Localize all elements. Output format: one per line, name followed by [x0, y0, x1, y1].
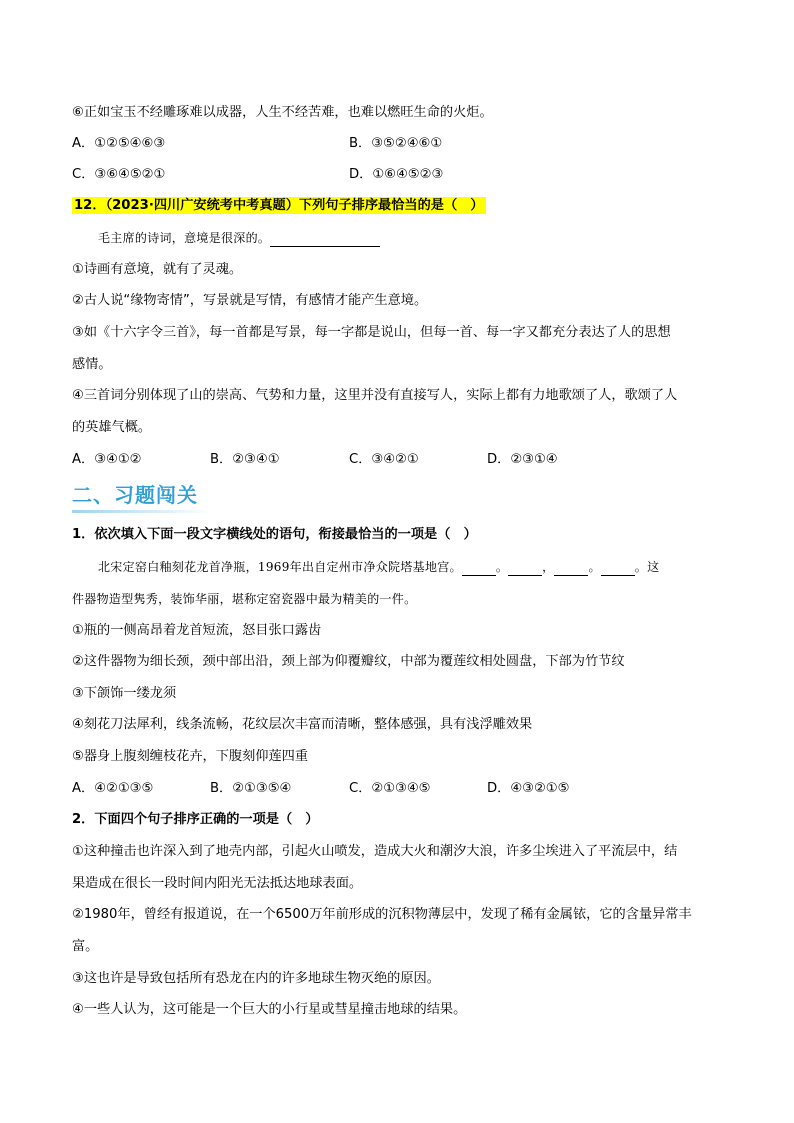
- question-2-item-2-line1: ②1980年，曾经有报道说，在一个6500万年前形成的沉积物薄层中，发现了稀有金属铱，它的含量异常丰: [72, 907, 692, 922]
- question-1-paragraph-text: 北宋定窑白釉刻花龙首净瓶，1969年出自定州市净众院塔基地宫。: [98, 560, 462, 574]
- question-1-option-b: B．②①③⑤④: [210, 781, 292, 796]
- question-12-option-c: C．③④②①: [349, 452, 419, 467]
- question-12-item-2: ②古人说“缘物寄情”，写景就是写情，有感情才能产生意境。: [72, 293, 428, 308]
- question-2-item-1-line1: ①这种撞击也许深入到了地壳内部，引起火山喷发，造成大火和潮汐大浪，许多尘埃进入了平流层中，结: [72, 844, 678, 859]
- question-12-item-1: ①诗画有意境，就有了灵魂。: [72, 262, 243, 277]
- blank-2: [508, 561, 542, 576]
- question-1-option-c: C．②①③④⑤: [349, 781, 431, 796]
- prev-question-item-6: ⑥正如宝玉不经雕琢难以成器，人生不经苦难，也难以燃旺生命的火炬。: [72, 105, 493, 120]
- question-1-option-d: D．④③②①⑤: [487, 781, 570, 796]
- question-12-title-text: 12．（2023·四川广安统考中考真题）下列句子排序最恰当的是（ ）: [74, 198, 484, 213]
- blank-4: [601, 561, 635, 576]
- question-12-item-3-line1: ③如《十六字令三首》，每一首都是写景，每一字都是说山，但每一首、每一字又都充分表达了人的思想: [72, 325, 671, 340]
- question-1-option-a: A．④②①③⑤: [72, 781, 154, 796]
- answer-blank: [270, 232, 380, 247]
- question-12-item-4-line1: ④三首词分别体现了山的崇高、气势和力量，这里并没有直接写人，实际上都有力地歌颂了人，歌颂了人: [72, 388, 678, 403]
- punct-2: ，: [542, 560, 555, 574]
- section-heading: 二、习题闯关: [72, 483, 198, 507]
- prev-option-b: B．③⑤②④⑥①: [349, 136, 443, 151]
- blank-3: [554, 561, 588, 576]
- question-1-item-5: ⑤器身上腹刻缠枝花卉，下腹刻仰莲四重: [72, 749, 309, 764]
- question-1-paragraph-line1: [98, 558, 659, 576]
- question-1-title: 1．依次填入下面一段文字横线处的语句，衔接最恰当的一项是（ ）: [72, 527, 477, 542]
- question-12-lead-text: 毛主席的诗词，意境是很深的。: [98, 231, 271, 245]
- question-12-option-b: B．②③④①: [210, 452, 280, 467]
- punct-3: 。: [588, 560, 601, 574]
- punct-4: 。这: [634, 560, 660, 574]
- section-heading-underline: [72, 510, 212, 513]
- question-2-title: 2．下面四个句子排序正确的一项是（ ）: [72, 812, 319, 827]
- question-2-item-1-line2: 果造成在很长一段时间内阳光无法抵达地球表面。: [72, 876, 363, 891]
- question-2-item-3: ③这也许是导致包括所有恐龙在内的许多地球生物灭绝的原因。: [72, 971, 440, 986]
- question-12-option-d: D．②③①④: [487, 452, 558, 467]
- punct-1: 。: [495, 560, 509, 574]
- question-1-item-1: ①瓶的一侧高昂着龙首短流，怒目张口露齿: [72, 623, 322, 638]
- question-12-title: [72, 197, 486, 215]
- question-12-lead: [98, 229, 380, 247]
- question-1-item-2: ②这件器物为细长颈，颈中部出沿，颈上部为仰覆瓣纹，中部为覆莲纹相处圆盘，下部为竹节纹: [72, 654, 625, 669]
- question-12-item-4-line2: 的英雄气概。: [72, 420, 152, 435]
- blank-1: [462, 561, 496, 576]
- question-12-option-a: A．③④①②: [72, 452, 142, 467]
- question-12-item-3-line2: 感情。: [72, 357, 112, 372]
- question-1-item-3: ③下颌饰一缕龙须: [72, 686, 177, 701]
- prev-option-d: D．①⑥④⑤②③: [349, 167, 444, 182]
- prev-option-c: C．③⑥④⑤②①: [72, 167, 166, 182]
- question-1-item-4: ④刻花刀法犀利，线条流畅，花纹层次丰富而清晰，整体感强，具有浅浮雕效果: [72, 717, 533, 732]
- question-1-paragraph-line2: 件器物造型隽秀，装饰华丽，堪称定窑瓷器中最为精美的一件。: [72, 592, 417, 606]
- prev-option-a: A．①②⑤④⑥③: [72, 136, 166, 151]
- question-2-item-2-line2: 富。: [72, 939, 99, 954]
- question-2-item-4: ④一些人认为，这可能是一个巨大的小行星或彗星撞击地球的结果。: [72, 1002, 467, 1017]
